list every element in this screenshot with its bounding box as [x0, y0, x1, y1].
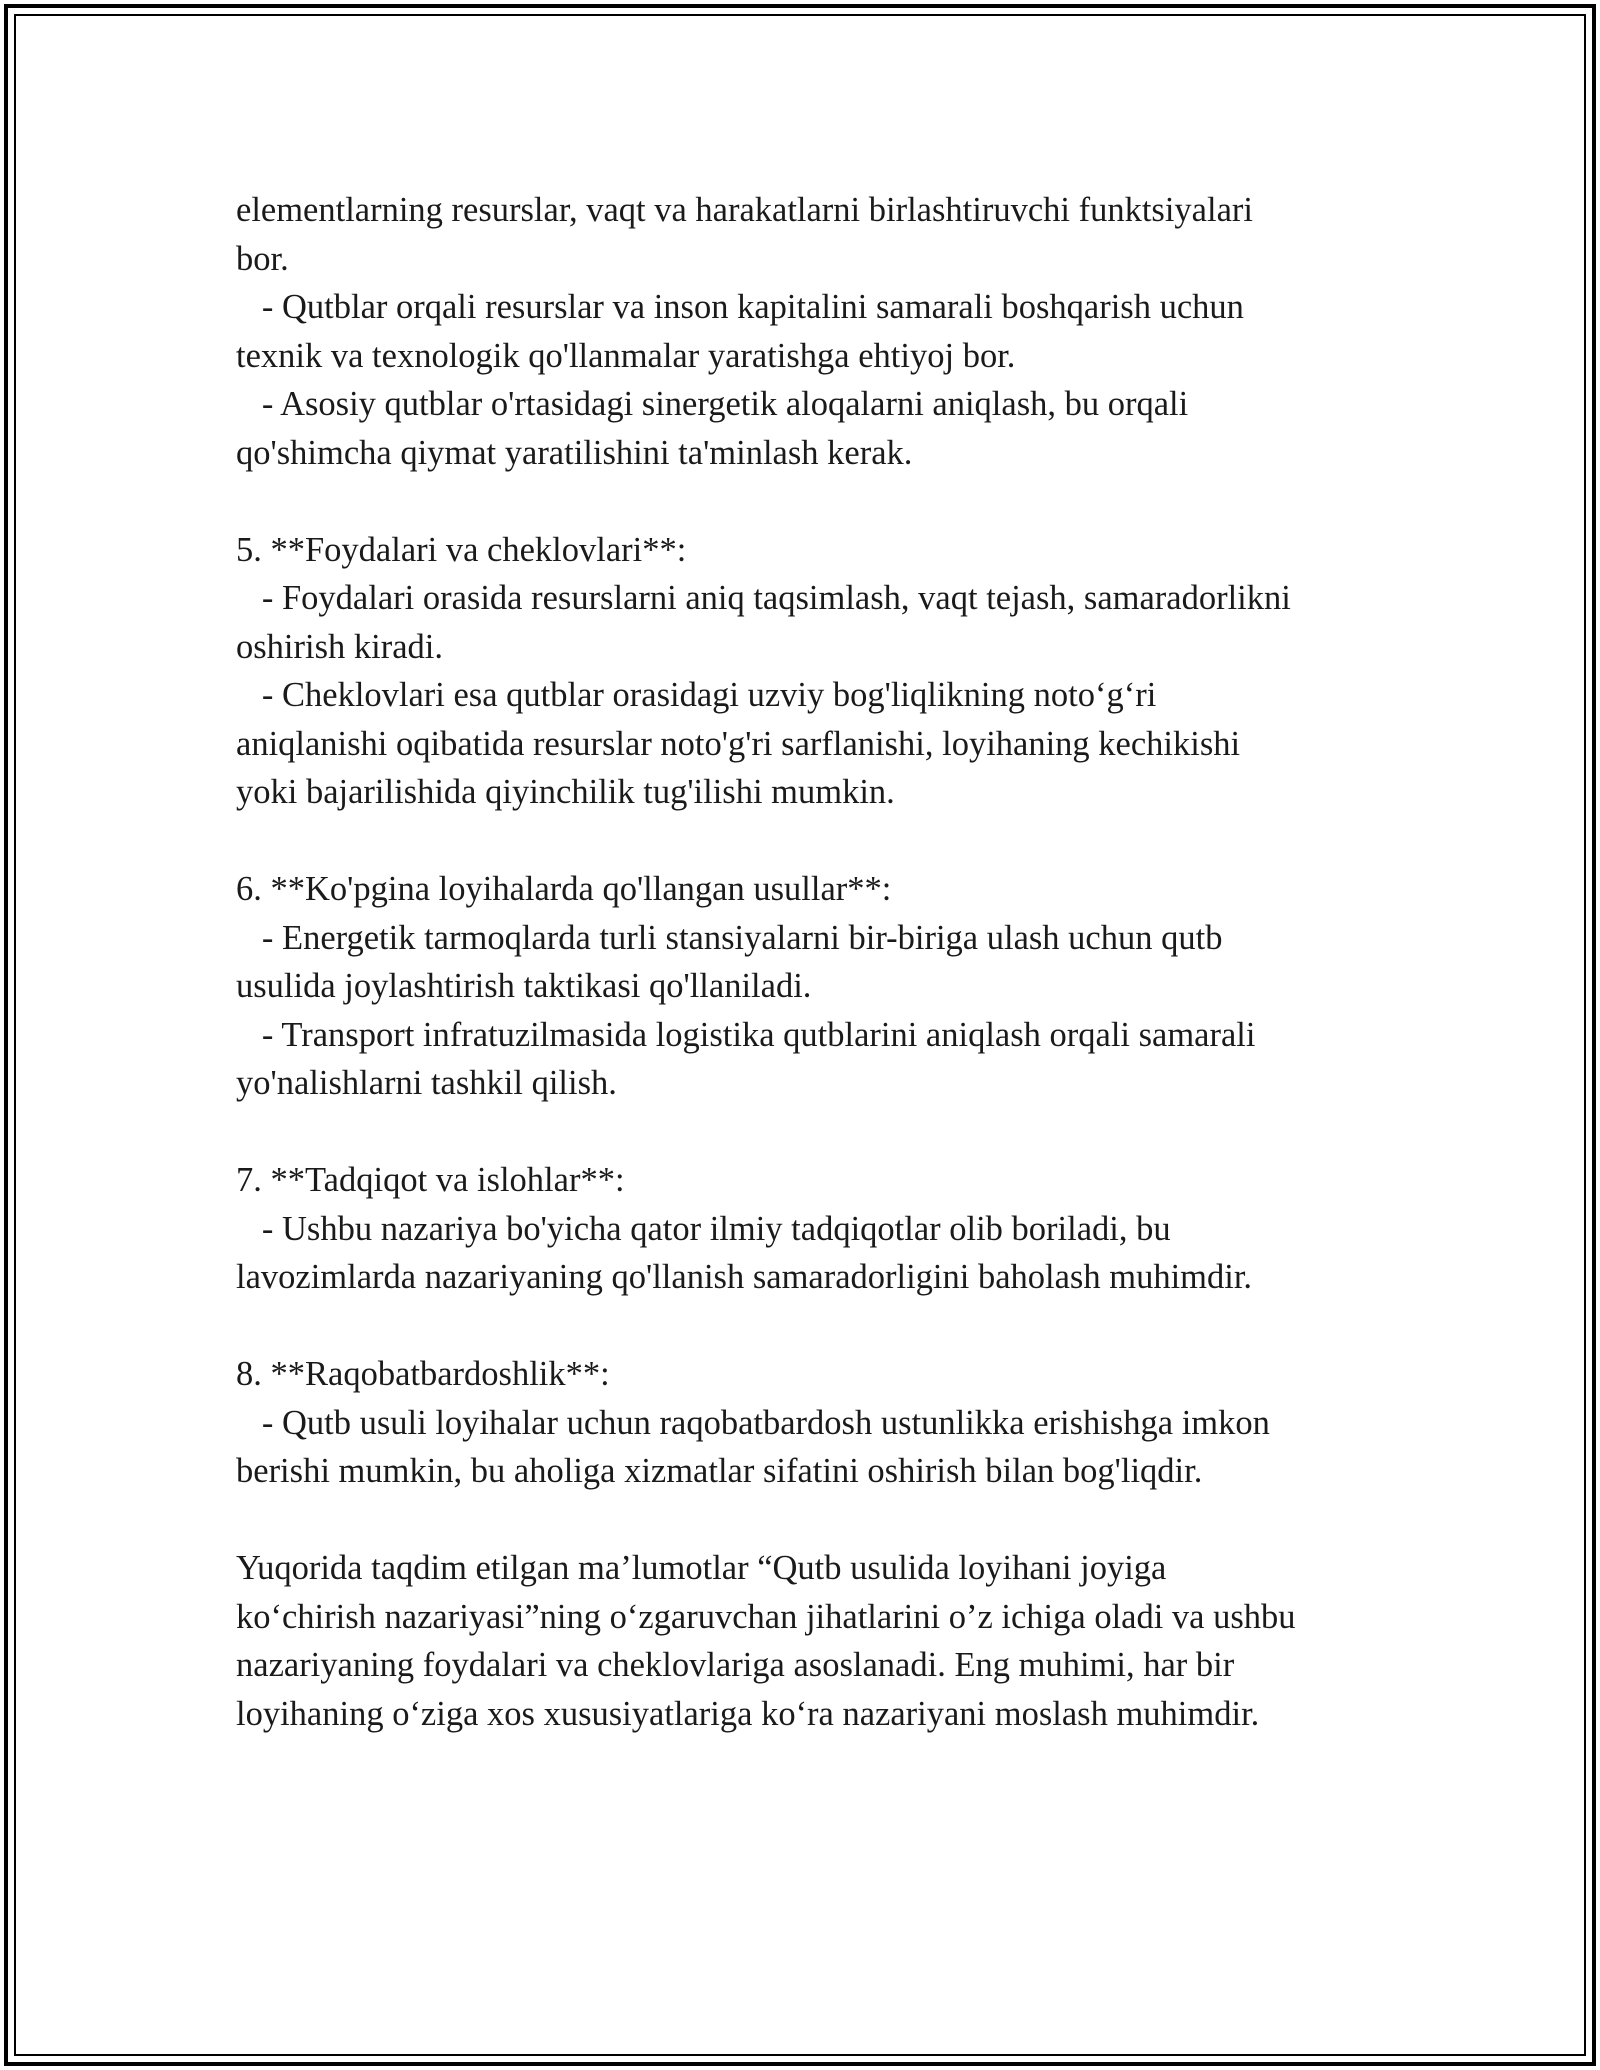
text-line: texnik va texnologik qo'llanmalar yaratishga ehtiyoj bor.: [236, 336, 1016, 375]
text-line: yoki bajarilishida qiyinchilik tug'ilishi mumkin.: [236, 773, 895, 811]
paragraph-spacer: [236, 1302, 1416, 1351]
text-line: qo'shimcha qiymat yaratilishini ta'minlash kerak.: [236, 433, 913, 472]
section-heading: 7. **Tadqiqot va islohlar**:: [236, 1161, 625, 1199]
text-line: - Cheklovlari esa qutblar orasidagi uzviy bog'liqlikning noto‘g‘ri: [236, 676, 1157, 714]
section-heading: 6. **Ko'pgina loyihalarda qo'llangan usullar**:: [236, 870, 892, 908]
paragraph-spacer: [236, 1108, 1416, 1157]
paragraph-spacer: [236, 1496, 1416, 1545]
text-line: nazariyaning foydalari va cheklovlariga asoslanadi. Eng muhimi, har bir: [236, 1646, 1235, 1684]
section-heading: 5. **Foydalari va cheklovlari**:: [236, 530, 687, 569]
text-line: oshirish kiradi.: [236, 627, 443, 666]
text-line: yo'nalishlarni tashkil qilish.: [236, 1064, 617, 1102]
section-8-competitiveness: [236, 1350, 1416, 1496]
text-line: - Asosiy qutblar o'rtasidagi sinergetik aloqalarni aniqlash, bu orqali: [236, 385, 1189, 423]
text-line: usulida joylashtirish taktikasi qo'llaniladi.: [236, 967, 812, 1005]
section-5-benefits-limitations: [236, 526, 1416, 817]
paragraph-spacer: [236, 817, 1416, 866]
text-line: aniqlanishi oqibatida resurslar noto'g'ri sarflanishi, loyihaning kechikishi: [236, 724, 1241, 763]
text-line: - Transport infratuzilmasida logistika qutblarini aniqlash orqali samarali: [236, 1015, 1256, 1054]
section-heading: 8. **Raqobatbardoshlik**:: [236, 1355, 610, 1393]
text-line: - Energetik tarmoqlarda turli stansiyalarni bir-biriga ulash uchun qutb: [236, 918, 1223, 957]
paragraph-intro: [236, 186, 1416, 477]
paragraph-spacer: [236, 477, 1416, 526]
text-line: bor.: [236, 239, 289, 278]
text-line: ko‘chirish nazariyasi”ning o‘zgaruvchan jihatlarini o’z ichiga oladi va ushbu: [236, 1597, 1296, 1636]
text-line: Yuqorida taqdim etilgan ma’lumotlar “Qutb usulida loyihani joyiga: [236, 1549, 1167, 1587]
paragraph-conclusion: [236, 1544, 1416, 1738]
text-line: berishi mumkin, bu aholiga xizmatlar sifatini oshirish bilan bog'liqdir.: [236, 1452, 1203, 1490]
text-line: elementlarning resurslar, vaqt va harakatlarni birlashtiruvchi funktsiyalari: [236, 191, 1253, 229]
text-line: - Qutb usuli loyihalar uchun raqobatbardosh ustunlikka erishishga imkon: [236, 1403, 1270, 1442]
text-line: - Foydalari orasida resurslarni aniq taqsimlash, vaqt tejash, samaradorlikni: [236, 579, 1291, 617]
document-body: [236, 186, 1416, 1738]
text-line: - Ushbu nazariya bo'yicha qator ilmiy tadqiqotlar olib boriladi, bu: [236, 1209, 1171, 1248]
section-6-methods: [236, 865, 1416, 1108]
text-line: loyihaning o‘ziga xos xususiyatlariga ko‘ra nazariyani moslash muhimdir.: [236, 1694, 1260, 1733]
text-line: - Qutblar orqali resurslar va inson kapitalini samarali boshqarish uchun: [236, 288, 1244, 326]
text-line: lavozimlarda nazariyaning qo'llanish samaradorligini baholash muhimdir.: [236, 1258, 1253, 1296]
section-7-research: [236, 1156, 1416, 1302]
